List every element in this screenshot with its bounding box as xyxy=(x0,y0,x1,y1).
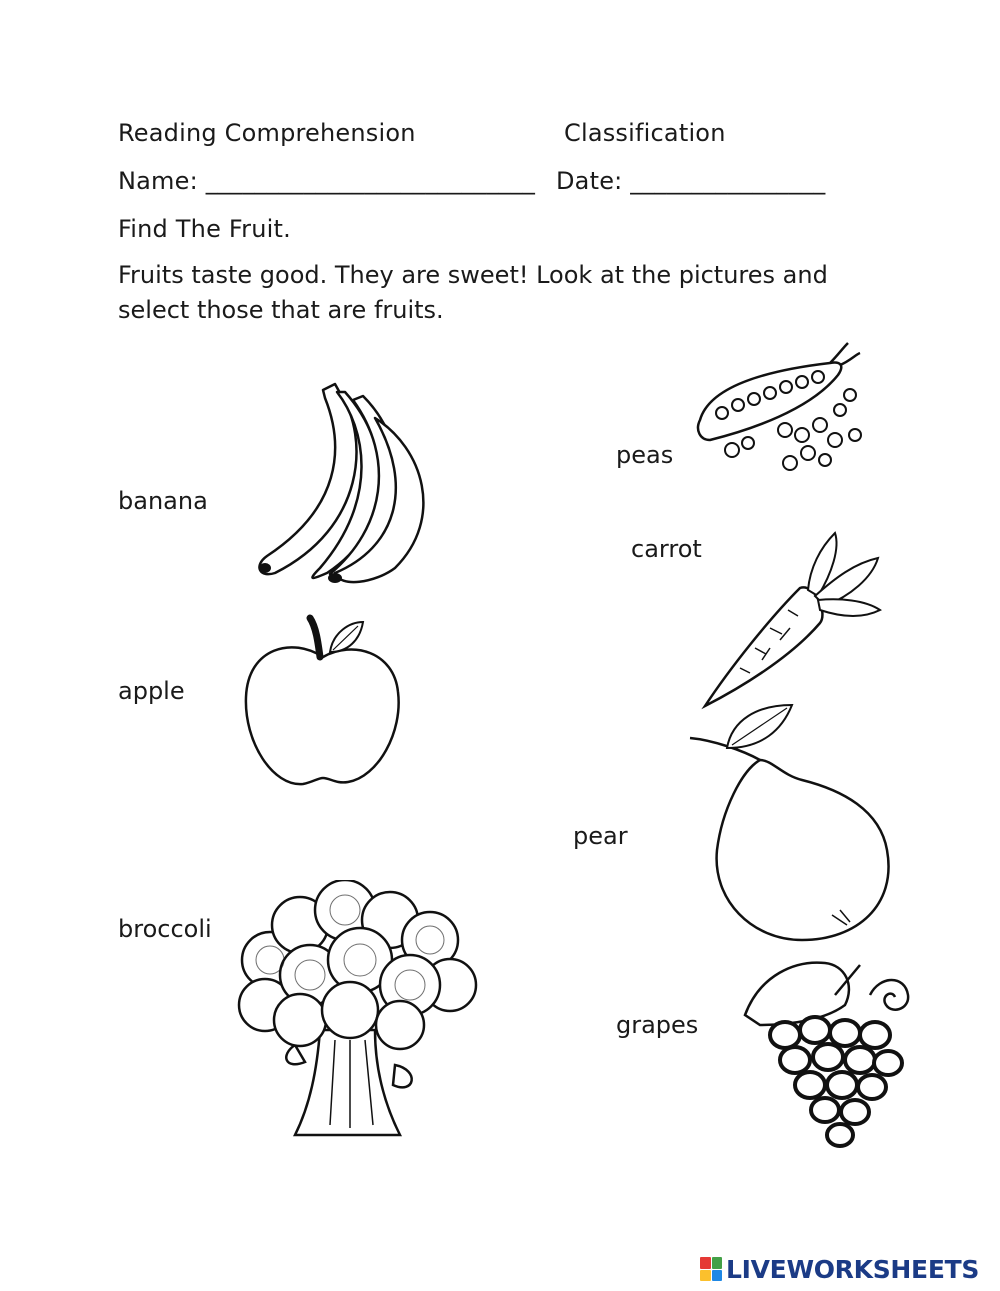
worksheet-title: Find The Fruit. xyxy=(118,215,291,243)
brand-name: LIVEWORKSHEETS xyxy=(726,1254,980,1284)
carrot-icon[interactable] xyxy=(700,528,885,713)
label-pear[interactable]: pear xyxy=(573,822,628,850)
label-apple[interactable]: apple xyxy=(118,677,185,705)
label-banana[interactable]: banana xyxy=(118,487,208,515)
broccoli-icon[interactable] xyxy=(225,880,485,1145)
worksheet-topic: Classification xyxy=(564,119,726,147)
pear-icon[interactable] xyxy=(682,700,902,945)
label-broccoli[interactable]: broccoli xyxy=(118,915,212,943)
banana-icon[interactable] xyxy=(245,378,445,588)
liveworksheets-logo-icon xyxy=(700,1257,722,1281)
worksheet-subject: Reading Comprehension xyxy=(118,119,416,147)
liveworksheets-logo[interactable] xyxy=(700,1254,979,1284)
peas-icon[interactable] xyxy=(690,335,870,480)
instructions-text: Fruits taste good. They are sweet! Look at the pictures and select those that are fruits. xyxy=(118,261,828,324)
apple-icon[interactable] xyxy=(238,612,408,792)
date-field[interactable]: Date: ________________ xyxy=(556,167,826,195)
label-carrot[interactable]: carrot xyxy=(631,535,702,563)
name-field[interactable]: Name: ___________________________ xyxy=(118,167,536,195)
label-peas[interactable]: peas xyxy=(616,441,674,469)
label-grapes[interactable]: grapes xyxy=(616,1011,699,1039)
grapes-icon[interactable] xyxy=(740,955,925,1155)
